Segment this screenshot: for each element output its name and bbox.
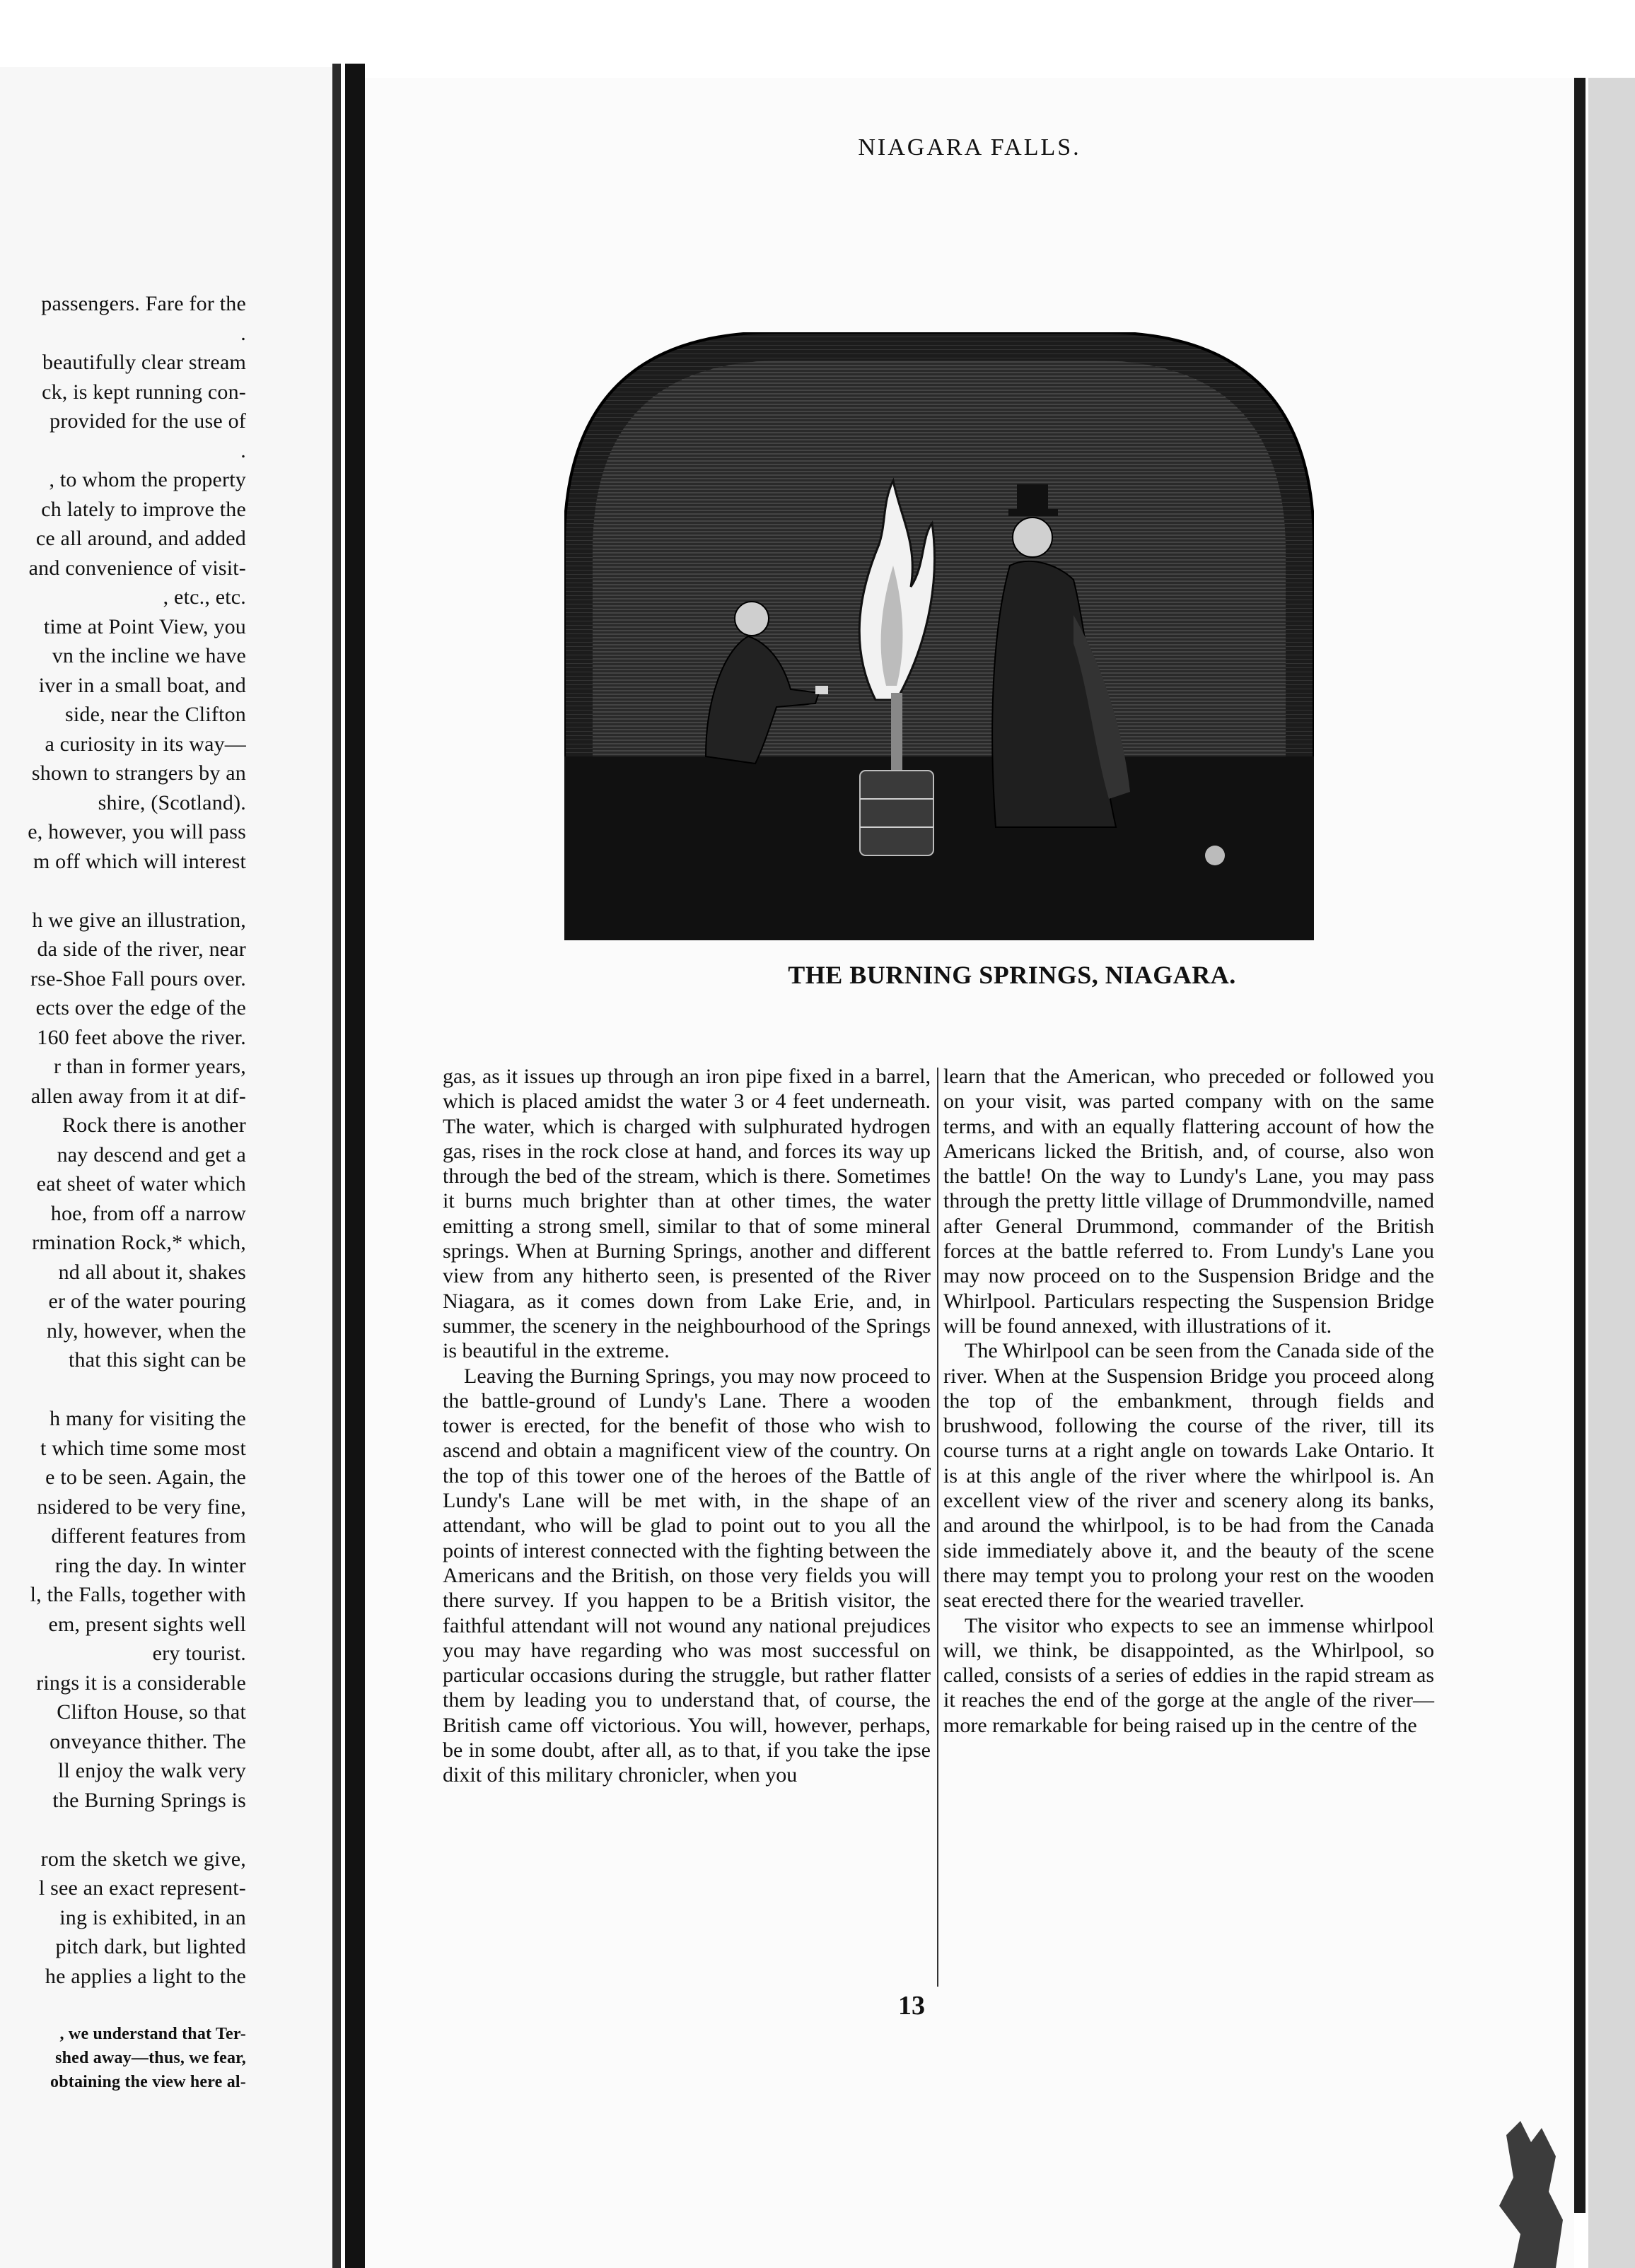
- page-number: 13: [898, 1991, 925, 2021]
- left-page-line: Clifton House, so that: [57, 1700, 246, 1724]
- left-page-line: rom the sketch we give,: [40, 1847, 246, 1871]
- left-page-line: .: [240, 438, 246, 462]
- book-gutter-shadow: [332, 64, 341, 2268]
- scan-top-margin: [0, 0, 1635, 65]
- left-page-line: , etc., etc.: [163, 585, 246, 609]
- left-page-line: t which time some most: [40, 1436, 246, 1460]
- left-page-line: and convenience of visit-: [28, 556, 246, 580]
- left-page-line: eat sheet of water which: [36, 1172, 246, 1196]
- left-page-line: em, present sights well: [48, 1612, 246, 1636]
- page-edge: [1574, 78, 1585, 2213]
- left-page-line: different features from: [51, 1524, 246, 1548]
- left-page-line: he applies a light to the: [45, 1964, 246, 1988]
- left-page-line: Rock there is another: [62, 1113, 246, 1137]
- left-page-line: rmination Rock,* which,: [32, 1231, 246, 1254]
- left-page-footnote-line: shed away—thus, we fear,: [55, 2049, 246, 2067]
- left-page-line: passengers. Fare for the: [41, 292, 246, 315]
- left-page-line: m off which will interest: [33, 849, 246, 873]
- left-page-line: allen away from it at dif-: [30, 1084, 246, 1108]
- left-page-line: ch lately to improve the: [41, 497, 246, 521]
- left-page-line: er of the water pouring: [48, 1290, 246, 1313]
- left-page-line: vn the incline we have: [52, 644, 246, 667]
- left-page-line: the Burning Springs is: [52, 1788, 246, 1812]
- left-page-line: that this sight can be: [68, 1348, 246, 1372]
- left-page-line: side, near the Clifton: [64, 703, 246, 726]
- left-page-line: ery tourist.: [152, 1642, 246, 1665]
- left-page-line: nly, however, when the: [46, 1319, 246, 1343]
- left-page-footnote-line: , we understand that Ter-: [59, 2025, 246, 2043]
- page-edge-background: [1588, 78, 1635, 2268]
- left-page-line: ck, is kept running con-: [42, 380, 246, 404]
- left-page-line: e to be seen. Again, the: [45, 1466, 246, 1489]
- left-page-line: ing is exhibited, in an: [59, 1905, 246, 1929]
- paragraph: The Whirlpool can be seen from the Canada side of the river. When at the Suspension Bridge you proceed along the top of the embankment, through fields and brushwood, following the course of the river, till its course turns at a right angle on towards Lake Ontario. It is at this angle of the river where the whirlpool is. An excellent view of the river and scenery along its banks, and around the whirlpool, is to be had from the Canada side immediately above it, and the beauty of the scene there may tempt you to prolong your rest on the wooden seat erected there for the wearied traveller.: [943, 1339, 1434, 1613]
- left-page-line: , to whom the property: [49, 468, 246, 491]
- left-page-line: h we give an illustration,: [32, 908, 246, 932]
- left-page-line: hoe, from off a narrow: [50, 1201, 246, 1225]
- left-page-line: ects over the edge of the: [35, 996, 246, 1019]
- left-page-line: l see an exact represent-: [38, 1876, 246, 1900]
- column-rule: [937, 1068, 938, 1987]
- paragraph: learn that the American, who preceded or followed you on your visit, was parted company with on the same terms, and with an equally flattering account of how the Americans licked the British, and, of course, also won the battle! On the way to Lundy's Lane, you may pass through the pretty little village of Drummondville, named after General Drummond, commander of the British forces at the battle referred to. From Lundy's Lane you may now proceed on to the Suspension Bridge and the Whirlpool. Particulars respecting the Suspension Bridge will be found annexed, with illustrations of it.: [943, 1065, 1434, 1338]
- left-page-line: nsidered to be very fine,: [37, 1495, 246, 1519]
- left-page-line: shire, (Scotland).: [98, 790, 246, 814]
- left-page-line: .: [240, 321, 246, 345]
- illustration-caption: THE BURNING SPRINGS, NIAGARA.: [788, 961, 1236, 989]
- left-page-line: shown to strangers by an: [31, 761, 246, 785]
- left-page: [0, 67, 332, 2268]
- left-page-footnote-line: obtaining the view here al-: [50, 2073, 246, 2091]
- left-page-line: ce all around, and added: [35, 527, 246, 550]
- left-page-line: e, however, you will pass: [28, 820, 246, 843]
- left-page-line: provided for the use of: [50, 409, 246, 433]
- paragraph: gas, as it issues up through an iron pipe fixed in a barrel, which is placed amidst the water 3 or 4 feet underneath. The water, which is charged with sulphurated hydrogen gas, rises in the rock close at hand, and forces its way up through the bed of the stream, which is there. Sometimes it burns much brighter than at other times, the water emitting a strong smell, similar to that of some mineral springs. When at Burning Springs, another and different view from any hitherto seen, is presented of the River Niagara, as it comes down from Lake Erie, and, in summer, the scenery in the neighbourhood of the Springs is beautiful in the extreme.: [443, 1065, 931, 1363]
- left-page-line: rse-Shoe Fall pours over.: [30, 966, 246, 990]
- left-page-line: ring the day. In winter: [54, 1553, 246, 1577]
- left-page-line: nay descend and get a: [57, 1142, 246, 1167]
- left-page-line: l, the Falls, together with: [30, 1583, 246, 1606]
- burning-springs-engraving: [564, 332, 1314, 940]
- left-page-line: iver in a small boat, and: [38, 673, 246, 697]
- book-gutter: [345, 64, 365, 2268]
- left-page-line: onveyance thither. The: [50, 1729, 246, 1753]
- left-page-line: r than in former years,: [54, 1055, 246, 1078]
- left-page-line: time at Point View, you: [43, 614, 246, 638]
- left-page-line: a curiosity in its way—: [45, 732, 246, 756]
- left-page-line: nd all about it, shakes: [58, 1260, 246, 1284]
- paragraph: The visitor who expects to see an immense whirlpool will, we think, be disappointed, as the Whirlpool, so called, consists of a series of eddies in the rapid stream as it reaches the end of the gorge at the angle of the river—more remarkable for being raised up in the centre of the: [943, 1613, 1434, 1737]
- left-page-line: da side of the river, near: [37, 937, 246, 961]
- left-page-line: pitch dark, but lighted: [55, 1935, 246, 1958]
- running-head: NIAGARA FALLS.: [858, 134, 1081, 160]
- scan-debris: [1492, 2093, 1584, 2268]
- text-column-left: [443, 1064, 931, 1788]
- left-page-line: ll enjoy the walk very: [58, 1759, 246, 1782]
- left-page-line: beautifully clear stream: [42, 351, 246, 374]
- left-page-line: 160 feet above the river.: [37, 1025, 246, 1049]
- left-page-line: rings it is a considerable: [36, 1671, 246, 1695]
- paragraph: Leaving the Burning Springs, you may now proceed to the battle-ground of Lundy's Lane. There a wooden tower is erected, for the benefit of those who wish to ascend and obtain a magnificent view of the country. On the top of this tower one of the heroes of the Battle of Lundy's Lane will be met with, in the shape of an attendant, who will be glad to point out to you all the points of interest connected with the fighting between the Americans and the British, on those very fields you will there survey. If you happen to be a British visitor, the faithful attendant will not wound any national prejudices you may have regarding who was most successful on particular occasions during the struggle, but rather flatter them by leading you to understand that, of course, the British came off victorious. You will, however, perhaps, be in some doubt, after all, as to that, if you take the ipse dixit of this military chronicler, when you: [443, 1364, 931, 1787]
- left-page-line: h many for visiting the: [50, 1407, 246, 1430]
- text-column-right: [943, 1064, 1434, 1738]
